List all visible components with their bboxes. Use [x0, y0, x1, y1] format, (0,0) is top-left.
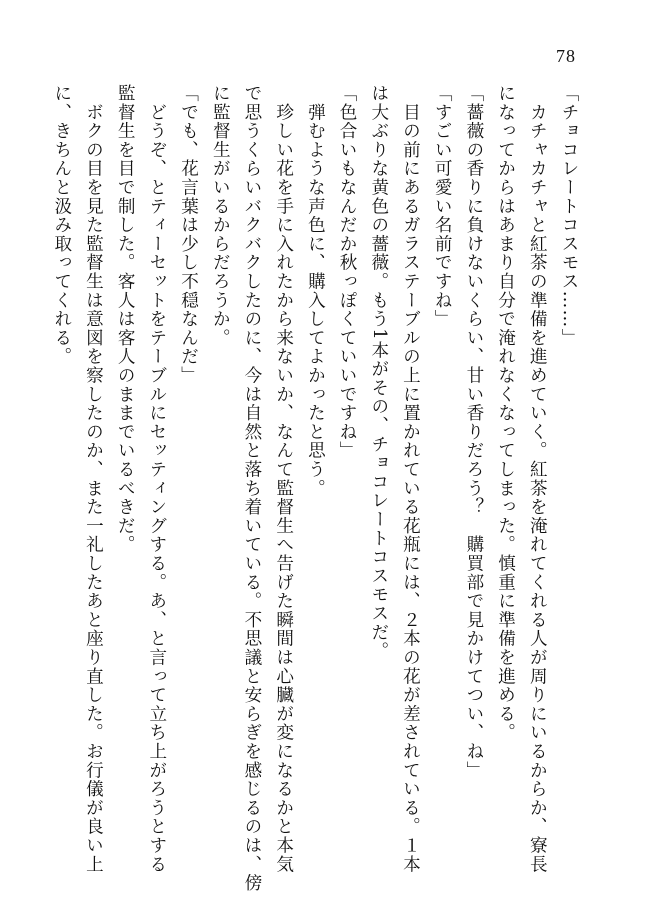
- page-number: 78: [556, 46, 576, 66]
- text-line: 監督生を目で制した。客人は客人のままでいるべきだ。: [115, 84, 136, 554]
- text-line: 「チョコレートコスモス……」: [559, 84, 579, 348]
- text-line: 弾むような声色に、購入してよかったと思う。: [305, 84, 326, 498]
- text-line: 「色合いもなんだか秋っぽくていいですね」: [337, 84, 358, 460]
- text-line: になってからはあまり自分で淹れなくなってしまった。慎重に準備を進める。: [495, 84, 516, 742]
- text-line: は大ぶりな黄色の薔薇。もう1本がその、チョコレートコスモスだ。: [368, 84, 389, 661]
- text-line: で思うくらいバクバクしたのに、今は自然と落ち着いている。不思議と安らぎを感じるのは、傍: [241, 84, 262, 893]
- text-line: 目の前にあるガラステーブルの上に置かれている花瓶には、２本の花が差されている。１本: [400, 84, 421, 874]
- text-line: ボクの目を見た監督生は意図を察したのか、また一礼したあと座り直した。お行儀が良い上: [83, 84, 104, 874]
- text-line: カチャカチャと紅茶の準備を進めていく。紅茶を淹れてくれる人が周りにいるからか、寮長: [527, 84, 548, 874]
- text-line: に、きちんと汲み取ってくれる。: [51, 84, 72, 366]
- text-line: 珍しい花を手に入れたから来ないか、なんて監督生へ告げた瞬間は心臓が変になるかと本気: [273, 84, 294, 874]
- novel-text: [45, 84, 584, 893]
- text-line: 「でも、花言葉は少し不穏なんだ」: [178, 84, 199, 385]
- text-line: 「薔薇の香りに負けないくらい、甘い香りだろう？ 購買部で見かけてつい、ね」: [463, 84, 484, 780]
- text-line: に監督生がいるからだろうか。: [210, 84, 231, 348]
- text-line: 「すごい可愛い名前ですね」: [432, 84, 453, 329]
- text-line: どうぞ、とティーセットをテーブルにセッティングする。あ、と言って立ち上がろうとする: [146, 84, 167, 874]
